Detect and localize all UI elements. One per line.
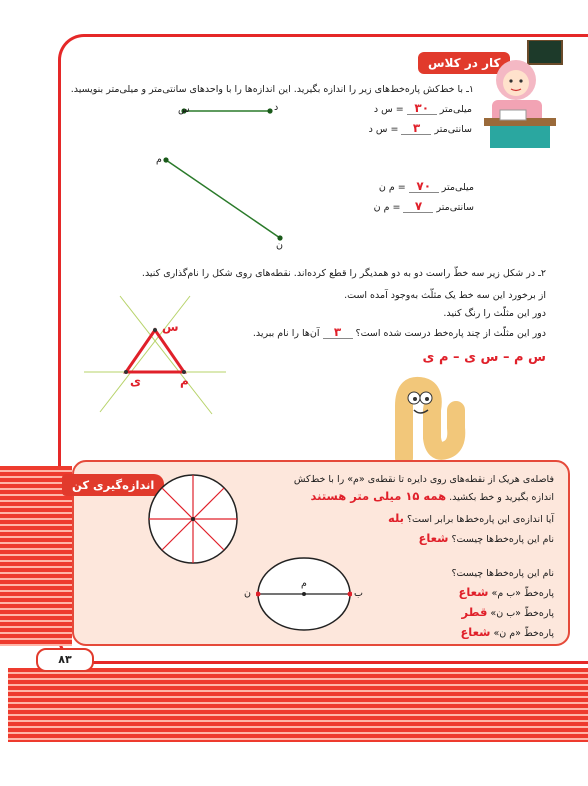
answer-sd-mm: ۳۰ (407, 102, 437, 115)
circle-with-radii (146, 472, 240, 566)
answer-mn-mm: ۷۰ (409, 180, 439, 193)
q2-line1: ۲ـ در شکل زیر سه خطّ راست دو به دو همدیگر را قطع کرده‌اند. نقطه‌های روی شکل را نام‌گذاری کنید. (141, 268, 546, 279)
triangle-vertex-right: م (180, 374, 189, 388)
q1-instruction: ۱ـ با خط‌کش پاره‌خط‌های زیر را اندازه بگیرید. این اندازه‌ها را با واحدهای سانتی‌متر و میلی‌متر بنویسید. (70, 84, 474, 95)
answer-equal: بله (387, 511, 404, 525)
circle-with-diameter (256, 556, 352, 632)
measure-p5: نام این پاره‌خط‌ها چیست؟ (451, 568, 554, 579)
measure-p2: اندازه بگیرید و خط بکشید. همه ۱۵ میلی متر هستند (310, 489, 554, 503)
segment-sd-left-label: س (178, 104, 190, 115)
q1-seg1-cm-line: سانتی‌متر ۳ = س د (368, 121, 472, 135)
answer-mn-cm: ۷ (403, 200, 433, 213)
triangle-three-lines (80, 292, 230, 416)
worm-illustration (380, 376, 480, 462)
measure-tag: اندازه‌گیری کن (62, 474, 164, 496)
answer-bm-radius: شعاع (458, 585, 489, 599)
segment-sd-right-label: د (274, 102, 279, 113)
section-title-tag: کار در کلاس (418, 52, 510, 74)
answer-mn-radius: شعاع (460, 625, 491, 639)
measure-r2: پاره‌خطّ «ب ن» قطر (461, 605, 554, 619)
measure-p1: فاصله‌ی هریک از نقطه‌های روی دایره تا نقطه‌ی «م» را با خط‌کش (293, 474, 554, 485)
answer-segment-names: س م – س ی – م ی (422, 350, 546, 365)
answer-bn-diameter: قطر (461, 605, 488, 619)
circle2-left-label: ن (244, 588, 251, 599)
measure-r1: پاره‌خطّ «ب م» شعاع (458, 585, 554, 599)
measure-p3: آیا اندازه‌ی این پاره‌خط‌ها برابر است؟ بله (387, 511, 554, 525)
segment-mn-bottom-label: ن (276, 240, 283, 251)
q2-line3: دور این مثلّث را رنگ کنید. (443, 308, 546, 319)
answer-all-15mm: همه ۱۵ میلی متر هستند (310, 489, 447, 503)
q2-line2: از برخورد این سه خط یک مثلّث به‌وجود آمده است. (344, 290, 546, 301)
answer-radius-1: شعاع (418, 531, 449, 545)
q1-seg1-mm-line: میلی‌متر ۳۰ = س د (373, 101, 472, 115)
q1-seg2-mm-line: میلی‌متر ۷۰ = م ن (378, 179, 474, 193)
circle2-right-label: ب (354, 588, 363, 599)
segment-mn-top-label: م (156, 154, 162, 165)
circle2-center-label: م (301, 578, 307, 589)
measure-r3: پاره‌خطّ «م ن» شعاع (460, 625, 554, 639)
q1-seg2-cm-line: سانتی‌متر ۷ = م ن (373, 199, 474, 213)
bottom-stripes (8, 668, 588, 742)
student-girl-illustration (478, 40, 564, 152)
segment-mn (152, 150, 292, 250)
q2-line4: دور این مثلّث از چند پاره‌خط درست شده است؟ ۳ آن‌ها را نام ببرید. (252, 325, 546, 339)
answer-sd-cm: ۳ (401, 122, 431, 135)
page-number: ۸۳ (36, 648, 94, 672)
measure-p4: نام این پاره‌خط‌ها چیست؟ شعاع (418, 531, 554, 545)
triangle-vertex-top: س (162, 320, 179, 334)
answer-segment-count: ۳ (323, 326, 353, 339)
triangle-vertex-left: ی (130, 374, 141, 388)
